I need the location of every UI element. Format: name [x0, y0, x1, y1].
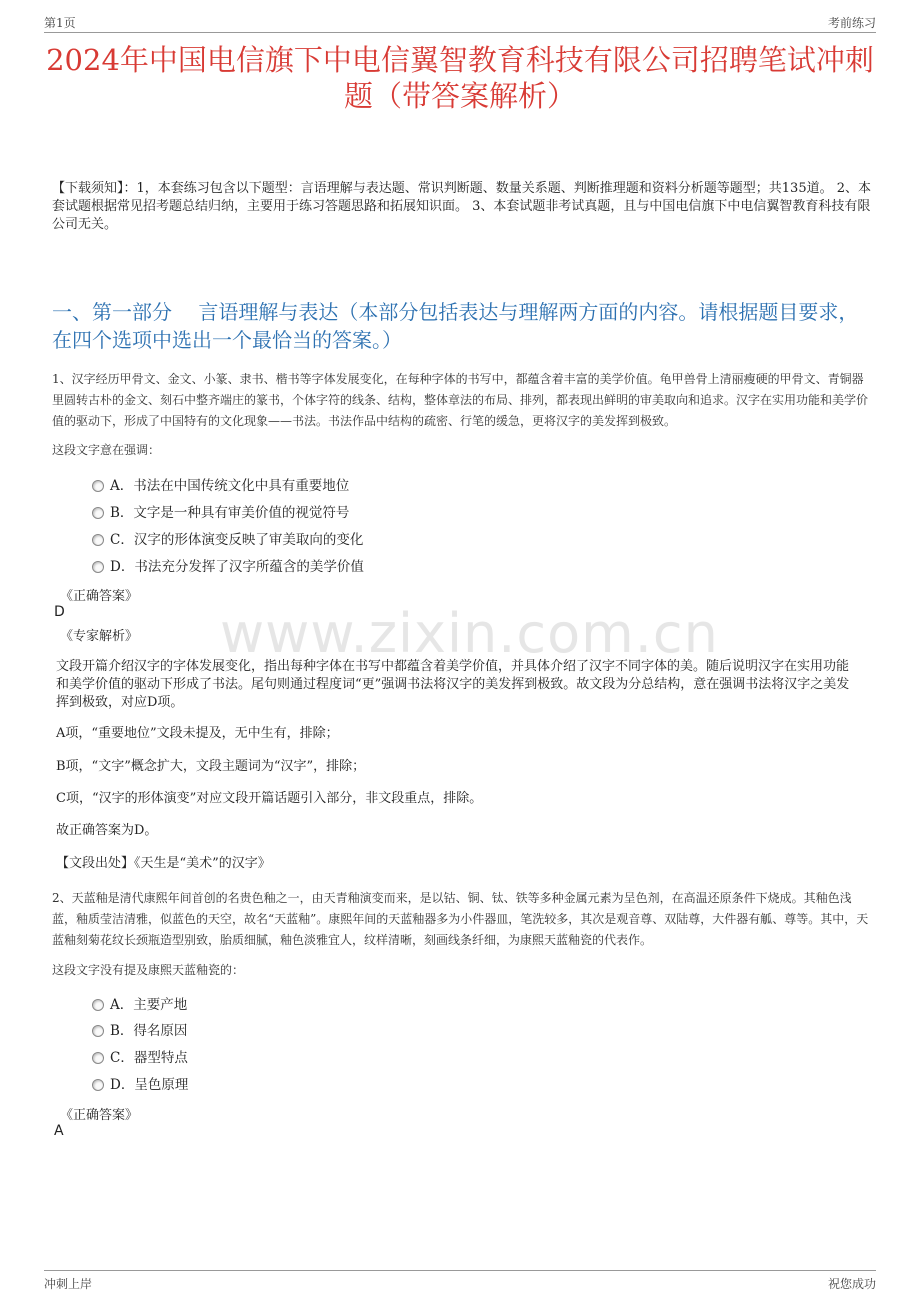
q1-conclusion: 故正确答案为D。 [56, 823, 158, 838]
q1-analysis-b: B项，“文字”概念扩大，文段主题词为“汉字”，排除； [56, 759, 366, 774]
footer-left-text: 冲刺上岸 [44, 1277, 93, 1291]
q1-answer: D [54, 604, 65, 620]
page-footer [44, 1270, 876, 1293]
q1-answer-label: 《正确答案》 [60, 589, 139, 604]
q1-option-a[interactable]: A．书法在中国传统文化中具有重要地位 [92, 476, 349, 496]
q2-option-d[interactable]: D．呈色原理 [92, 1075, 188, 1095]
q1-passage: 1、汉字经历甲骨文、金文、小篆、隶书、楷书等字体发展变化，在每种字体的书写中，都蕴含着丰富的美学价值。龟甲兽骨上清丽瘦硬的甲骨文、青铜器里圆转古朴的金文、刻石中整齐端庄的篆书，个体字符的线条、结构，整体章法的布局、排列，都表现出鲜明的审美取向和追求。汉字在实用功能和美学价值的驱动下，形成了中国特有的文化现象——书法。书法作品中结构的疏密、行笔的缓急，更将汉字的美发挥到极致。 [52, 372, 869, 428]
radio-icon[interactable] [92, 1052, 104, 1064]
q2-answer: A [54, 1123, 64, 1139]
q1-analysis-c: C项，“汉字的形体演变”对应文段开篇话题引入部分，非文段重点，排除。 [56, 791, 483, 806]
page-header [44, 12, 876, 33]
q2-stem: 这段文字没有提及康熙天蓝釉瓷的： [52, 963, 245, 977]
section-heading: 一、第一部分 言语理解与表达（本部分包括表达与理解两方面的内容。请根据题目要求，在四个选项中选出一个最恰当的答案。） [52, 300, 859, 352]
q1-option-b[interactable]: B．文字是一种具有审美价值的视觉符号 [92, 503, 349, 523]
q1-option-c[interactable]: C．汉字的形体演变反映了审美取向的变化 [92, 530, 363, 550]
radio-icon[interactable] [92, 999, 104, 1011]
q2-answer-label: 《正确答案》 [60, 1108, 139, 1123]
q1-stem: 这段文字意在强调： [52, 443, 161, 457]
watermark: www.zixin.com.cn [220, 602, 719, 665]
q1-analysis-main: 文段开篇介绍汉字的字体发展变化，指出每种字体在书写中都蕴含着美学价值，并具体介绍了汉字不同字体的美。随后说明汉字在实用功能和美学价值的驱动下形成了书法。尾句则通过程度词“更”强调书法将汉字的美发挥到极致。故文段为分总结构，意在强调书法将汉字之美发挥到极致，对应D项。 [56, 659, 850, 710]
document-title: 2024年中国电信旗下中电信翼智教育科技有限公司招聘笔试冲刺题（带答案解析） [46, 43, 874, 113]
q1-source: 【文段出处】《天生是“美术”的汉字》 [56, 856, 271, 871]
radio-icon[interactable] [92, 1079, 104, 1091]
q1-option-d[interactable]: D．书法充分发挥了汉字所蕴含的美学价值 [92, 557, 364, 577]
header-tag: 考前练习 [827, 16, 876, 30]
page-number: 第1页 [44, 16, 76, 30]
radio-icon[interactable] [92, 480, 104, 492]
q2-option-b[interactable]: B．得名原因 [92, 1021, 187, 1041]
radio-icon[interactable] [92, 1025, 104, 1037]
radio-icon[interactable] [92, 534, 104, 546]
q1-analysis-label: 《专家解析》 [60, 629, 139, 644]
q2-option-a[interactable]: A．主要产地 [92, 995, 187, 1015]
q2-option-c[interactable]: C．器型特点 [92, 1048, 188, 1068]
radio-icon[interactable] [92, 561, 104, 573]
q1-analysis-a: A项，“重要地位”文段未提及，无中生有，排除； [56, 726, 339, 741]
download-notice: 【下载须知】：1，本套练习包含以下题型：言语理解与表达题、常识判断题、数量关系题、判断推理题和资料分析题等题型；共135道。 2、本套试题根据常见招考题总结归纳，主要用于练习答题思路和拓展知识面。 3、本套试题非考试真题，且与中国电信旗下中电信翼智教育科技有限公司无关。 [52, 181, 871, 232]
radio-icon[interactable] [92, 507, 104, 519]
q2-passage: 2、天蓝釉是清代康熙年间首创的名贵色釉之一，由天青釉演变而来，是以钴、铜、钛、铁等多种金属元素为呈色剂，在高温还原条件下烧成。其釉色浅蓝，釉质莹洁清雅，似蓝色的天空，故名“天蓝釉”。康熙年间的天蓝釉器多为小件器皿，笔洗较多，其次是观音尊、双陆尊，大件器有觚、尊等。其中，天蓝釉刻菊花纹长颈瓶造型别致，胎质细腻，釉色淡雅宜人，纹样清晰，刻画线条纤细，为康熙天蓝釉瓷的代表作。 [52, 891, 869, 947]
footer-right-text: 祝您成功 [827, 1277, 876, 1291]
